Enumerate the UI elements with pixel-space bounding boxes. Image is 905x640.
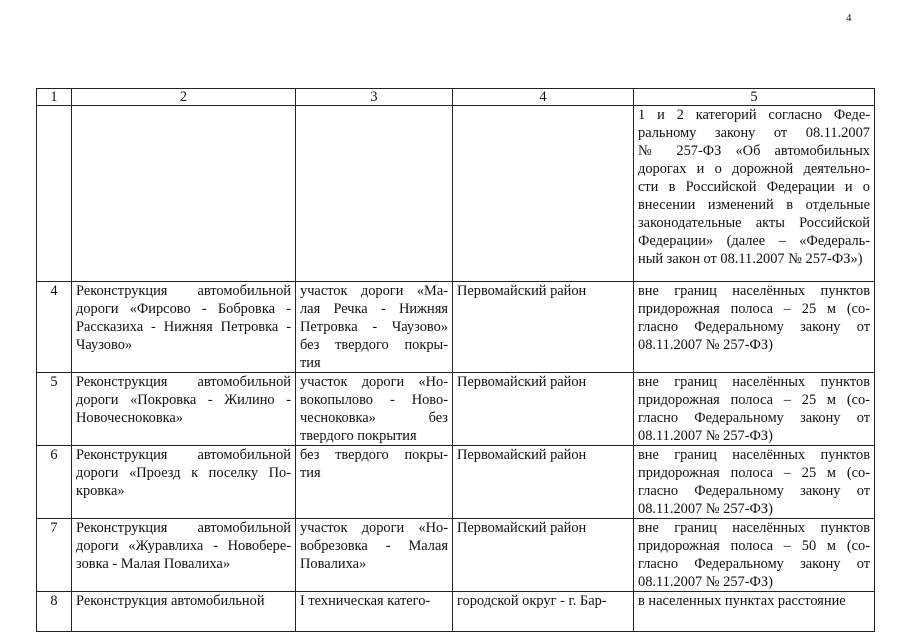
table-row (37, 446, 875, 519)
location-cell (453, 373, 634, 446)
text-line: без твердого покры- (300, 447, 448, 463)
roadside-zone-cell (634, 106, 875, 282)
text-line: придорожная полоса – 25 м (со- (638, 392, 870, 408)
road-section-cell (296, 446, 453, 519)
row-number-cell: 8 (37, 592, 72, 632)
text-line: дорогах и о дорожной деятельно- (638, 161, 870, 177)
table-row (37, 282, 875, 373)
text-line: 08.11.2007 № 257-ФЗ) (638, 428, 773, 444)
object-cell (72, 446, 296, 519)
text-line: Первомайский район (457, 520, 587, 536)
road-section-cell (296, 373, 453, 446)
text-line: Повалиха» (300, 556, 367, 572)
text-line: внесении изменений в отдельные (638, 197, 870, 213)
text-line: вне границ населённых пунктов (638, 374, 870, 390)
row-number-cell (37, 106, 72, 282)
text-line: Первомайский район (457, 374, 587, 390)
table-row (37, 519, 875, 592)
location-cell (453, 282, 634, 373)
text-line: гласно Федеральному закону от (638, 410, 870, 426)
text-line: без твердого покры- (300, 337, 448, 353)
row-number-cell: 4 (37, 282, 72, 373)
text-line: участок дороги «Но- (300, 520, 448, 536)
text-line: в населенных пунктах расстояние (638, 593, 846, 609)
text-line: лая Речка - Нижняя (300, 301, 448, 317)
header-cell: 4 (453, 89, 634, 106)
header-cell: 3 (296, 89, 453, 106)
object-cell (72, 373, 296, 446)
text-line: дороги «Журавлиха - Новобере- (76, 538, 291, 554)
text-line: участок дороги «Ма- (300, 283, 448, 299)
text-line: 1 и 2 категорий согласно Феде- (638, 107, 870, 123)
text-line: вне границ населённых пунктов (638, 447, 870, 463)
text-line: участок дороги «Но- (300, 374, 448, 390)
text-line: гласно Федеральному закону от (638, 483, 870, 499)
text-line: Реконструкция автомобильной (76, 447, 291, 463)
text-line: придорожная полоса – 25 м (со- (638, 465, 870, 481)
row-number-cell: 6 (37, 446, 72, 519)
text-line: тия (300, 465, 321, 481)
header-cell: 1 (37, 89, 72, 106)
road-section-cell (296, 282, 453, 373)
text-line: гласно Федеральному закону от (638, 556, 870, 572)
text-line: придорожная полоса – 50 м (со- (638, 538, 870, 554)
text-line: 08.11.2007 № 257-ФЗ) (638, 337, 773, 353)
text-line: дороги «Покровка - Жилино - (76, 392, 291, 408)
text-line: зовка - Малая Повалиха» (76, 556, 231, 572)
road-section-cell (296, 592, 453, 632)
location-cell (453, 106, 634, 282)
text-line: городской округ - г. Бар- (457, 593, 607, 609)
text-line: Чаузово» (76, 337, 133, 353)
table-row (37, 106, 875, 282)
text-line: Новочесноковка» (76, 410, 183, 426)
row-number-cell: 5 (37, 373, 72, 446)
roadside-zone-cell (634, 592, 875, 632)
row-number-cell: 7 (37, 519, 72, 592)
roadside-zone-cell (634, 282, 875, 373)
text-line: дороги «Фирсово - Бобровка - (76, 301, 291, 317)
road-section-cell (296, 106, 453, 282)
text-line: Реконструкция автомобильной (76, 374, 291, 390)
text-line: Реконструкция автомобильной (76, 593, 265, 609)
object-cell (72, 519, 296, 592)
text-line: твердого покрытия (300, 428, 417, 444)
road-section-cell (296, 519, 453, 592)
text-line: вне границ населённых пунктов (638, 283, 870, 299)
roadside-zone-cell (634, 373, 875, 446)
roadside-zone-cell (634, 446, 875, 519)
object-cell (72, 282, 296, 373)
header-row (37, 89, 875, 106)
text-line: Первомайский район (457, 283, 587, 299)
location-cell (453, 519, 634, 592)
text-line: № 257-ФЗ «Об автомобильных (638, 143, 870, 159)
page-number: 4 (846, 12, 852, 24)
text-line: Первомайский район (457, 447, 587, 463)
text-line: 08.11.2007 № 257-ФЗ) (638, 501, 773, 517)
text-line: Реконструкция автомобильной (76, 283, 291, 299)
table-row (37, 592, 875, 632)
text-line: гласно Федеральному закону от (638, 319, 870, 335)
text-line: Реконструкция автомобильной (76, 520, 291, 536)
text-line: придорожная полоса – 25 м (со- (638, 301, 870, 317)
text-line: чесноковка» без (300, 410, 448, 426)
text-line: законодательные акты Российской (638, 215, 870, 231)
text-line: тия (300, 355, 321, 371)
text-line: Федерации» (далее – «Федераль- (638, 233, 870, 249)
text-line: сти в Российской Федерации и о (638, 179, 870, 195)
text-line: 08.11.2007 № 257-ФЗ) (638, 574, 773, 590)
location-cell (453, 446, 634, 519)
object-cell (72, 106, 296, 282)
road-reconstruction-table (36, 88, 875, 632)
text-line: Петровка - Чаузово» (300, 319, 448, 335)
text-line: ральному закону от 08.11.2007 (638, 125, 870, 141)
text-line: Рассказиха - Нижняя Петровка - (76, 319, 291, 335)
text-line: вокопылово - Ново- (300, 392, 448, 408)
text-line: ный закон от 08.11.2007 № 257-ФЗ») (638, 251, 863, 267)
location-cell (453, 592, 634, 632)
text-line: I техническая катего- (300, 593, 431, 609)
object-cell (72, 592, 296, 632)
table-row (37, 373, 875, 446)
roadside-zone-cell (634, 519, 875, 592)
text-line: вне границ населённых пунктов (638, 520, 870, 536)
header-cell: 2 (72, 89, 296, 106)
text-line: дороги «Проезд к поселку По- (76, 465, 291, 481)
text-line: вобрезовка - Малая (300, 538, 448, 554)
text-line: кровка» (76, 483, 125, 499)
header-cell: 5 (634, 89, 875, 106)
